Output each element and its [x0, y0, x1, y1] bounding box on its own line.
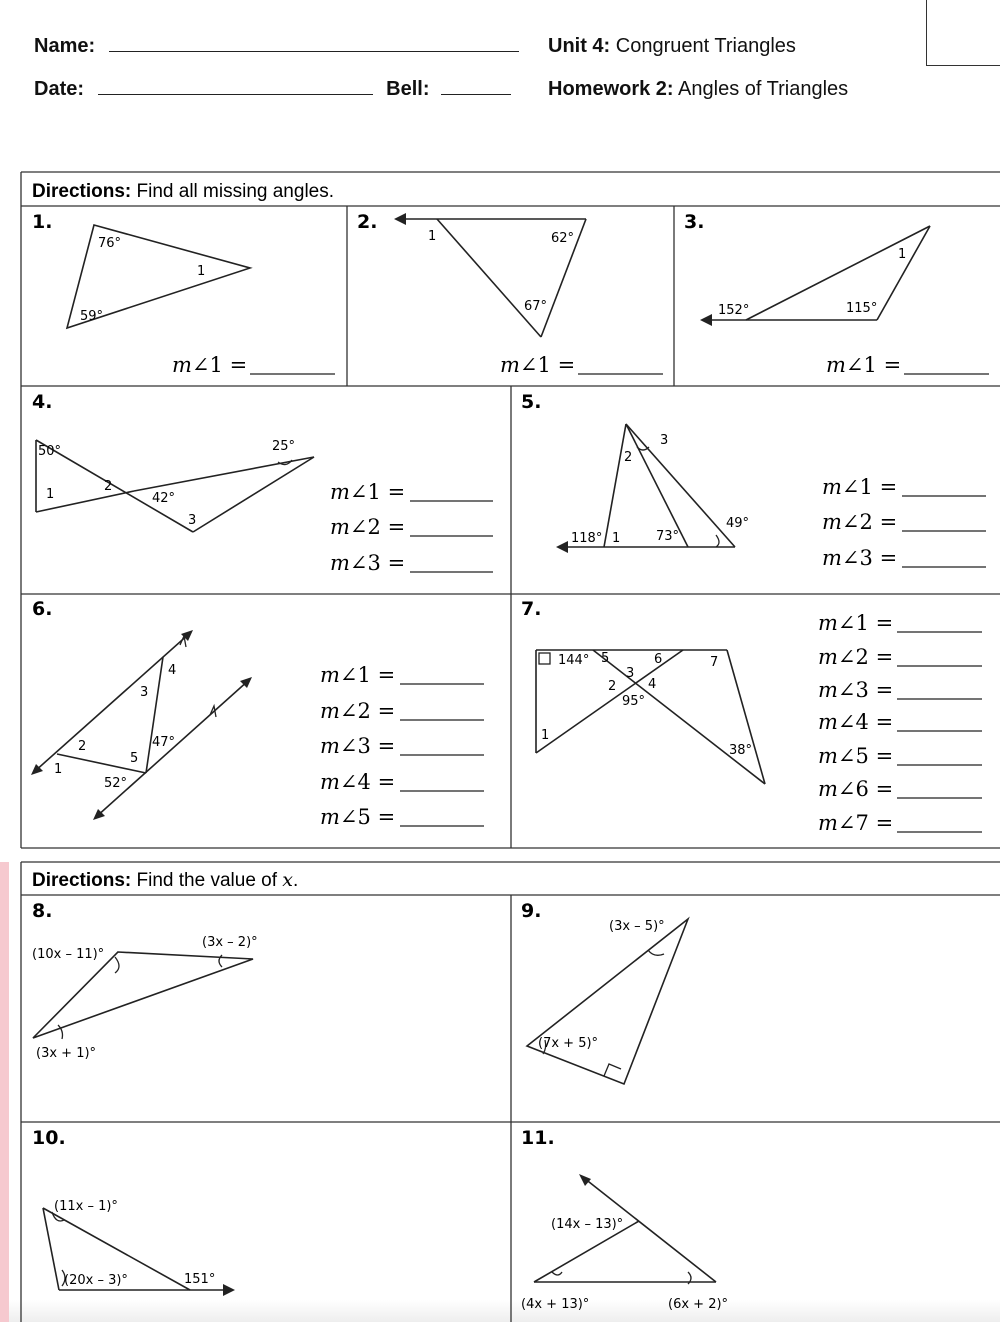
p11-label-6x: (6x + 2)°: [668, 1297, 729, 1312]
p5-answers: [822, 475, 986, 570]
p1-label-59: 59°: [80, 309, 104, 324]
p6-answers: [320, 663, 484, 829]
p7-label-7: 7: [710, 655, 719, 670]
p9-label-7x+5: (7x + 5)°: [538, 1036, 599, 1051]
p1-answer: [172, 353, 335, 377]
problem-7-figure: [536, 650, 765, 784]
p5-label-2: 2: [624, 450, 633, 465]
p7-label-3: 3: [626, 666, 635, 681]
p3-label-115: 115°: [846, 301, 878, 316]
p4-label-2: 2: [104, 479, 113, 494]
p7-label-144: 144°: [558, 653, 590, 668]
svg-text:m∠7 =: m∠7 =: [818, 811, 894, 835]
name-label: Name:: [34, 35, 96, 57]
p3-answer: [826, 353, 989, 377]
p7-label-4: 4: [648, 677, 657, 692]
problem-6-figure: [31, 630, 252, 820]
p3-label-152: 152°: [718, 303, 750, 318]
p4-label-25: 25°: [272, 439, 296, 454]
p7-label-95: 95°: [622, 694, 646, 709]
problem-1-figure: [67, 225, 250, 328]
problem-6-number: 6.: [32, 598, 53, 620]
p8-label-3x+1: (3x + 1)°: [36, 1046, 97, 1061]
problem-3-figure: [700, 226, 930, 326]
svg-text:m∠2 =: m∠2 =: [818, 645, 894, 669]
problem-10-figure: [43, 1199, 235, 1296]
p6-label-2: 2: [78, 739, 87, 754]
p2-label-62: 62°: [551, 231, 575, 246]
p4-answers: [330, 480, 493, 575]
p11-label-14x: (14x – 13)°: [551, 1217, 624, 1232]
p4-label-42: 42°: [152, 491, 176, 506]
problem-2-figure: [394, 213, 586, 337]
p2-answer: [500, 353, 663, 377]
p10-label-20x: (20x – 3)°: [64, 1273, 128, 1288]
svg-text:m∠5 =: m∠5 =: [818, 744, 894, 768]
problem-4-figure: [36, 439, 314, 532]
svg-text:m∠1 =: m∠1 =: [500, 353, 576, 377]
p6-label-5: 5: [130, 751, 139, 766]
p7-label-2: 2: [608, 679, 617, 694]
svg-text:m∠2 =: m∠2 =: [320, 699, 396, 723]
p1-label-76: 76°: [98, 236, 122, 251]
p5-label-49: 49°: [726, 516, 750, 531]
problem-11-figure: [521, 1174, 728, 1312]
problem-5-number: 5.: [521, 391, 542, 413]
p5-label-1: 1: [612, 531, 621, 546]
problem-5-figure: [556, 424, 749, 553]
svg-text:m∠5 =: m∠5 =: [320, 805, 396, 829]
p6-label-47: 47°: [152, 735, 176, 750]
svg-text:m∠3 =: m∠3 =: [320, 734, 396, 758]
svg-text:m∠3 =: m∠3 =: [822, 546, 898, 570]
p10-arrow-icon: [223, 1284, 235, 1296]
p1-label-1: 1: [197, 264, 206, 279]
unit-title: Congruent Triangles: [615, 35, 796, 57]
svg-text:m∠2 =: m∠2 =: [822, 510, 898, 534]
p4-label-1: 1: [46, 487, 55, 502]
problem-9-figure: [527, 919, 688, 1084]
homework-title: Angles of Triangles: [678, 78, 849, 100]
p5-arrow-icon: [556, 541, 568, 553]
svg-text:m∠1 =: m∠1 =: [826, 353, 902, 377]
p5-label-118: 118°: [571, 531, 603, 546]
svg-text:m∠1 =: m∠1 =: [330, 480, 406, 504]
p6-label-4: 4: [168, 663, 177, 678]
svg-text:m∠4 =: m∠4 =: [818, 710, 894, 734]
svg-text:m∠4 =: m∠4 =: [320, 770, 396, 794]
p8-label-3x-2: (3x – 2)°: [202, 935, 258, 950]
svg-text:m∠6 =: m∠6 =: [818, 777, 894, 801]
p6-label-3: 3: [140, 685, 149, 700]
p11-arrow-icon: [579, 1174, 591, 1186]
p8-label-10x: (10x – 11)°: [32, 947, 105, 962]
p7-label-38: 38°: [729, 743, 753, 758]
p7-label-5: 5: [601, 651, 610, 666]
problem-7-number: 7.: [521, 598, 542, 620]
p10-label-151: 151°: [184, 1272, 216, 1287]
problem-2-number: 2.: [357, 211, 378, 233]
directions-1: Directions: Find all missing angles.: [32, 181, 335, 202]
p3-label-1: 1: [898, 247, 907, 262]
p6-label-52: 52°: [104, 776, 128, 791]
p5-label-3: 3: [660, 433, 669, 448]
svg-text:m∠3 =: m∠3 =: [330, 551, 406, 575]
p7-label-1: 1: [541, 728, 550, 743]
p2-label-1: 1: [428, 229, 437, 244]
p7-label-6: 6: [654, 652, 663, 667]
p2-label-67: 67°: [524, 299, 548, 314]
problem-10-number: 10.: [32, 1127, 66, 1149]
problem-8-number: 8.: [32, 900, 53, 922]
problem-1-number: 1.: [32, 211, 53, 233]
svg-text:m∠1 =: m∠1 =: [320, 663, 396, 687]
problem-9-number: 9.: [521, 900, 542, 922]
svg-text:m∠1 =: m∠1 =: [818, 611, 894, 635]
unit-label: Unit 4:: [548, 35, 611, 57]
p3-arrow-icon: [700, 314, 712, 326]
problem-4-number: 4.: [32, 391, 53, 413]
p5-label-73: 73°: [656, 529, 680, 544]
p9-label-3x-5: (3x – 5)°: [609, 919, 665, 934]
p4-label-3: 3: [188, 513, 197, 528]
p11-label-4x: (4x + 13)°: [521, 1297, 590, 1312]
problem-3-number: 3.: [684, 211, 705, 233]
problem-8-figure: [32, 935, 258, 1061]
bell-label: Bell:: [386, 78, 430, 100]
homework-label: Homework 2:: [548, 78, 674, 100]
date-label: Date:: [34, 78, 85, 100]
problem-11-number: 11.: [521, 1127, 555, 1149]
p7-answers: [818, 611, 982, 835]
svg-text:m∠1 =: m∠1 =: [172, 353, 248, 377]
svg-text:m∠1 =: m∠1 =: [822, 475, 898, 499]
p4-label-50: 50°: [38, 444, 62, 459]
svg-text:m∠3 =: m∠3 =: [818, 678, 894, 702]
p6-label-1: 1: [54, 762, 63, 777]
p10-label-11x: (11x – 1)°: [54, 1199, 118, 1214]
p2-arrow-icon: [394, 213, 406, 225]
directions-2: Directions: Find the value of x.: [32, 869, 299, 891]
svg-text:m∠2 =: m∠2 =: [330, 515, 406, 539]
